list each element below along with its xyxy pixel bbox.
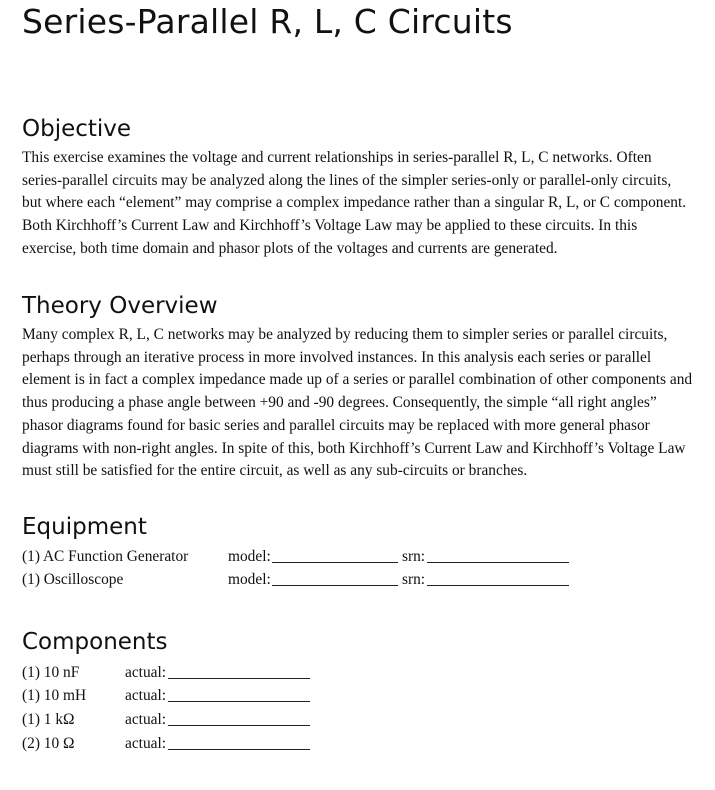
equipment-name: (1) AC Function Generator xyxy=(22,548,189,565)
objective-heading: Objective xyxy=(22,116,132,142)
component-name: (2) 10 Ω xyxy=(22,735,75,752)
model-blank-line[interactable] xyxy=(272,562,398,563)
component-row xyxy=(22,708,322,731)
srn-label: srn: xyxy=(402,548,426,565)
actual-blank-line[interactable] xyxy=(168,749,310,750)
model-label: model: xyxy=(228,548,271,565)
component-name: (1) 10 mH xyxy=(22,687,87,704)
theory-heading: Theory Overview xyxy=(22,293,218,319)
actual-blank-line[interactable] xyxy=(168,701,310,702)
component-name: (1) 1 kΩ xyxy=(22,711,75,728)
actual-label: actual: xyxy=(125,711,167,728)
theory-body: Many complex R, L, C networks may be analyzed by reducing them to simpler series or parallel circuits, perhaps through an iterative process in more involved instances. In this analysis each series or parallel element is in fact a complex impedance made up of a series or parallel combination of other components and thus producing a phase angle between +90 and -90 degrees. Consequently, the simple “all right angles” phasor diagrams found for basic series and parallel circuits may be replaced with more general phasor diagrams with non-right angles. In spite of this, both Kirchhoff’s Current Law and Kirchhoff’s Voltage Law must still be satisfied for the entire circuit, as well as any sub-circuits or branches. xyxy=(22,326,693,480)
component-name: (1) 10 nF xyxy=(22,664,80,681)
actual-blank-line[interactable] xyxy=(168,725,310,726)
page-title: Series-Parallel R, L, C Circuits xyxy=(22,2,513,41)
srn-blank-line[interactable] xyxy=(427,562,569,563)
component-row xyxy=(22,661,322,684)
equipment-heading: Equipment xyxy=(22,514,147,540)
component-row xyxy=(22,732,322,755)
srn-blank-line[interactable] xyxy=(427,585,569,586)
actual-label: actual: xyxy=(125,687,167,704)
actual-label: actual: xyxy=(125,664,167,681)
actual-label: actual: xyxy=(125,735,167,752)
equipment-row xyxy=(22,568,694,591)
component-row xyxy=(22,684,322,707)
components-heading: Components xyxy=(22,629,168,655)
equipment-row xyxy=(22,545,694,568)
actual-blank-line[interactable] xyxy=(168,678,310,679)
srn-label: srn: xyxy=(402,571,426,588)
model-label: model: xyxy=(228,571,271,588)
equipment-name: (1) Oscilloscope xyxy=(22,571,124,588)
objective-body: This exercise examines the voltage and current relationships in series-parallel R, L, C networks. Often series-parallel circuits may be analyzed along the lines of the simpler series-only or parallel-only circuits, but where each “element” may comprise a complex impedance rather than a singular R, L, or C component. Both Kirchhoff’s Current Law and Kirchhoff’s Voltage Law may be applied to these circuits. In this exercise, both time domain and phasor plots of the voltages and currents are generated. xyxy=(22,149,687,257)
model-blank-line[interactable] xyxy=(272,585,398,586)
